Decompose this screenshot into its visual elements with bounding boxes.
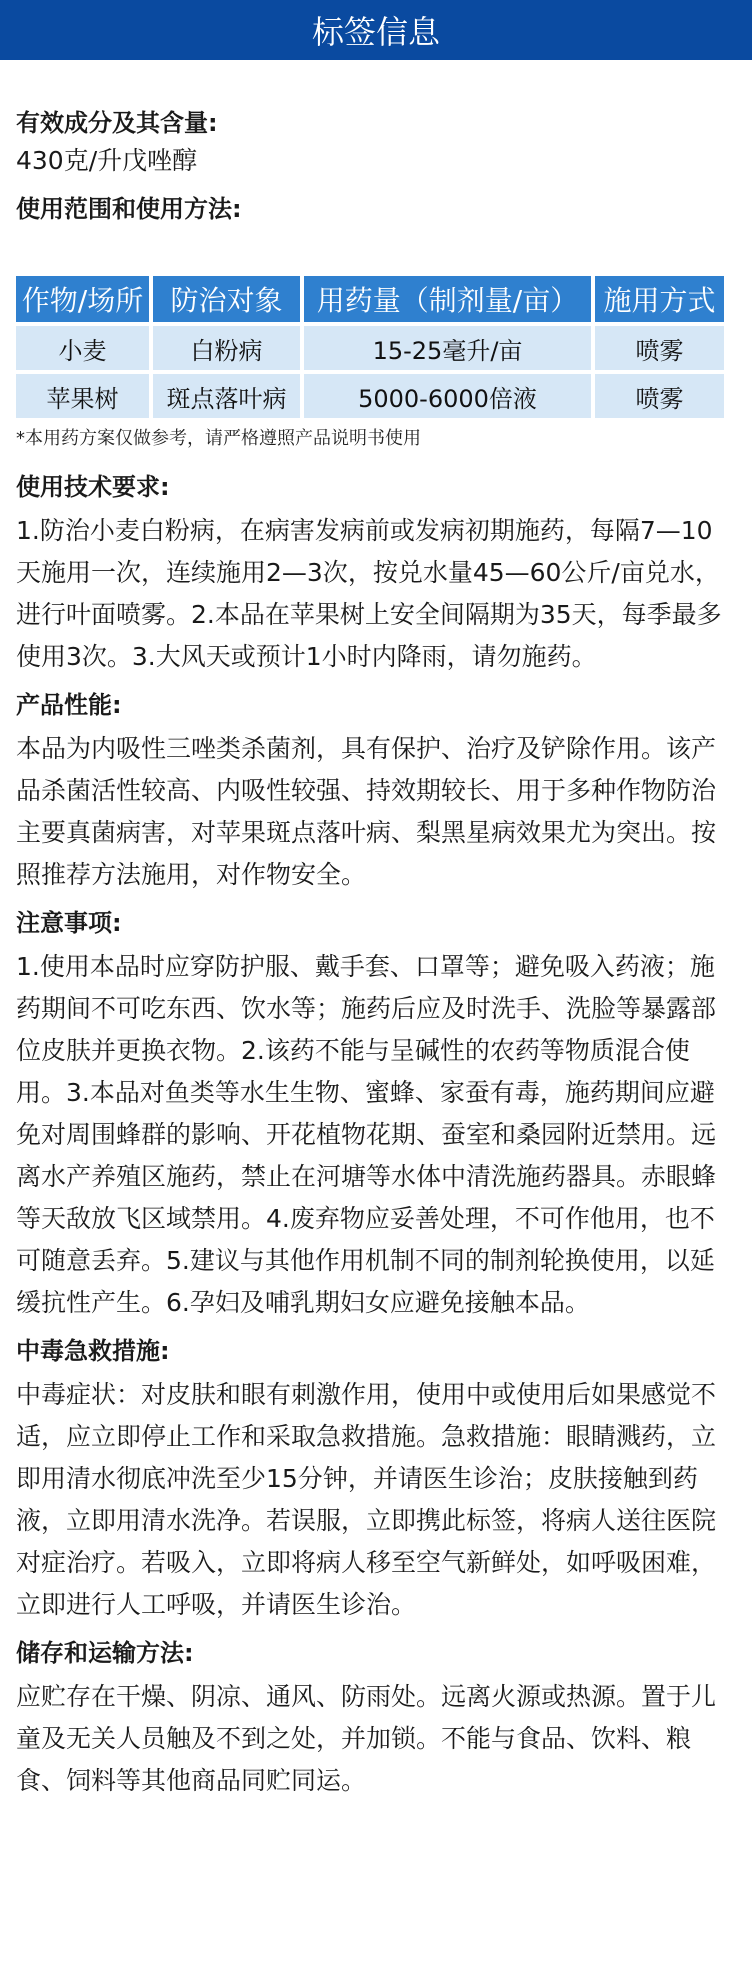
usage-note: *本用药方案仅做参考，请严格遵照产品说明书使用 [16, 428, 421, 449]
scope-heading: 使用范围和使用方法: [16, 195, 242, 223]
first-aid-text: 中毒症状：对皮肤和眼有刺激作用，使用中或使用后如果感觉不适，应立即停止工作和采取急救措施。急救措施：眼睛溅药，立即用清水彻底冲洗至少15分钟，并请医生诊治；皮肤接触到药液，立即用清水洗净。若误服，立即携此标签，将病人送往医院对症治疗。若吸入，立即将病人移至空气新鲜处，如呼吸困难，立即进行人工呼吸，并请医生诊治。 [16, 1380, 717, 1619]
table-header-dosage: 用药量（制剂量/亩） [304, 276, 591, 322]
performance-heading: 产品性能: [16, 691, 122, 719]
table-header-row [16, 276, 724, 322]
storage-section [16, 1636, 736, 1802]
table-cell-method: 喷雾 [595, 374, 724, 418]
table-row [16, 326, 724, 370]
table-row [16, 374, 724, 418]
requirements-section [16, 470, 736, 678]
precautions-heading: 注意事项: [16, 909, 122, 937]
precautions-section [16, 906, 736, 1324]
table-cell-target: 白粉病 [153, 326, 300, 370]
table-cell-dosage: 15-25毫升/亩 [304, 326, 591, 370]
first-aid-heading: 中毒急救措施: [16, 1337, 170, 1365]
page-title: 标签信息 [311, 13, 440, 51]
performance-section [16, 688, 736, 896]
storage-text: 应贮存在干燥、阴凉、通风、防雨处。远离火源或热源。置于儿童及无关人员触及不到之处，并加锁。不能与食品、饮料、粮食、饲料等其他商品同贮同运。 [16, 1682, 717, 1795]
table-header-target: 防治对象 [153, 276, 300, 322]
scope-section [16, 192, 736, 226]
requirements-heading: 使用技术要求: [16, 473, 170, 501]
precautions-text: 1.使用本品时应穿防护服、戴手套、口罩等；避免吸入药液；施药期间不可吃东西、饮水等；施药后应及时洗手、洗脸等暴露部位皮肤并更换衣物。2.该药不能与呈碱性的农药等物质混合使用。3.本品对鱼类等水生生物、蜜蜂、家蚕有毒，施药期间应避免对周围蜂群的影响、开花植物花期、蚕室和桑园附近禁用。远离水产养殖区施药，禁止在河塘等水体中清洗施药器具。赤眼蜂等天敌放飞区域禁用。4.废弃物应妥善处理，不可作他用，也不可随意丢弃。5.建议与其他作用机制不同的制剂轮换使用，以延缓抗性产生。6.孕妇及哺乳期妇女应避免接触本品。 [16, 952, 717, 1317]
storage-heading: 储存和运输方法: [16, 1639, 194, 1667]
ingredients-text: 430克/升戊唑醇 [16, 146, 198, 175]
table-header-crop: 作物/场所 [16, 276, 149, 322]
table-cell-method: 喷雾 [595, 326, 724, 370]
ingredients-section [16, 106, 736, 182]
ingredients-heading: 有效成分及其含量: [16, 109, 218, 137]
table-cell-dosage: 5000-6000倍液 [304, 374, 591, 418]
table-cell-crop: 小麦 [16, 326, 149, 370]
requirements-text: 1.防治小麦白粉病，在病害发病前或发病初期施药，每隔7—10天施用一次，连续施用2—3次，按兑水量45—60公斤/亩兑水，进行叶面喷雾。2.本品在苹果树上安全间隔期为35天，每季最多使用3次。3.大风天或预计1小时内降雨，请勿施药。 [16, 516, 722, 671]
page-header [0, 0, 752, 60]
usage-table [12, 272, 728, 422]
table-cell-target: 斑点落叶病 [153, 374, 300, 418]
label-content [0, 60, 752, 1802]
first-aid-section [16, 1334, 736, 1626]
table-cell-crop: 苹果树 [16, 374, 149, 418]
table-header-method: 施用方式 [595, 276, 724, 322]
performance-text: 本品为内吸性三唑类杀菌剂，具有保护、治疗及铲除作用。该产品杀菌活性较高、内吸性较强、持效期较长、用于多种作物防治主要真菌病害，对苹果斑点落叶病、梨黑星病效果尤为突出。按照推荐方法施用，对作物安全。 [16, 734, 717, 889]
